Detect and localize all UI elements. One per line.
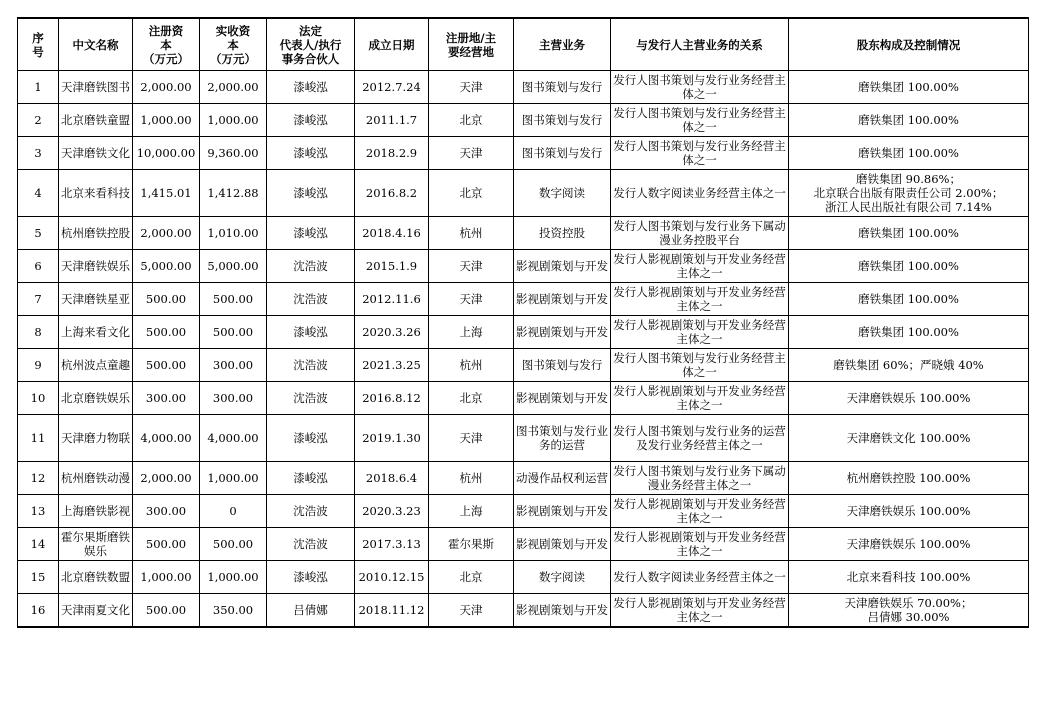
establish-date: 2018.11.12 — [355, 594, 429, 628]
registered-capital: 500.00 — [133, 528, 200, 561]
company-name: 霍尔果斯磨铁娱乐 — [59, 528, 133, 561]
table-row — [18, 71, 1029, 104]
table-row — [18, 382, 1029, 415]
establish-date: 2020.3.23 — [355, 495, 429, 528]
registered-capital: 500.00 — [133, 349, 200, 382]
shareholder-structure: 磨铁集团 100.00% — [789, 283, 1029, 316]
paid-in-capital: 300.00 — [200, 382, 267, 415]
establish-date: 2019.1.30 — [355, 415, 429, 462]
shareholder-structure: 天津磨铁娱乐 100.00% — [789, 495, 1029, 528]
relation-to-issuer: 发行人数字阅读业务经营主体之一 — [611, 561, 789, 594]
establish-date: 2017.3.13 — [355, 528, 429, 561]
main-business: 数字阅读 — [514, 561, 611, 594]
table-row — [18, 283, 1029, 316]
company-name: 上海磨铁影视 — [59, 495, 133, 528]
paid-in-capital: 1,412.88 — [200, 170, 267, 217]
row-number: 1 — [18, 71, 59, 104]
shareholder-structure: 磨铁集团 100.00% — [789, 217, 1029, 250]
relation-to-issuer: 发行人图书策划与发行业务经营主体之一 — [611, 104, 789, 137]
table-body — [18, 71, 1029, 628]
establish-date: 2016.8.2 — [355, 170, 429, 217]
legal-representative: 漆峻泓 — [267, 462, 355, 495]
establish-date: 2012.11.6 — [355, 283, 429, 316]
legal-representative: 沈浩波 — [267, 283, 355, 316]
location: 北京 — [429, 170, 514, 217]
company-name: 杭州磨铁动漫 — [59, 462, 133, 495]
relation-to-issuer: 发行人数字阅读业务经营主体之一 — [611, 170, 789, 217]
company-name: 杭州波点童趣 — [59, 349, 133, 382]
main-business: 投资控股 — [514, 217, 611, 250]
paid-in-capital: 1,000.00 — [200, 561, 267, 594]
registered-capital: 2,000.00 — [133, 217, 200, 250]
location: 天津 — [429, 250, 514, 283]
row-number: 6 — [18, 250, 59, 283]
header-cell: 中文名称 — [59, 18, 133, 71]
location: 杭州 — [429, 217, 514, 250]
paid-in-capital: 500.00 — [200, 283, 267, 316]
shareholder-structure: 天津磨铁文化 100.00% — [789, 415, 1029, 462]
main-business: 影视剧策划与开发 — [514, 382, 611, 415]
legal-representative: 漆峻泓 — [267, 137, 355, 170]
main-business: 影视剧策划与开发 — [514, 528, 611, 561]
location: 天津 — [429, 415, 514, 462]
company-name: 杭州磨铁控股 — [59, 217, 133, 250]
header-cell: 股东构成及控制情况 — [789, 18, 1029, 71]
company-name: 天津磨力物联 — [59, 415, 133, 462]
relation-to-issuer: 发行人影视剧策划与开发业务经营主体之一 — [611, 528, 789, 561]
paid-in-capital: 500.00 — [200, 528, 267, 561]
header-cell: 法定 代表人/执行 事务合伙人 — [267, 18, 355, 71]
location: 杭州 — [429, 349, 514, 382]
shareholder-structure: 杭州磨铁控股 100.00% — [789, 462, 1029, 495]
relation-to-issuer: 发行人图书策划与发行业务经营主体之一 — [611, 349, 789, 382]
relation-to-issuer: 发行人图书策划与发行业务下属动漫业务控股平台 — [611, 217, 789, 250]
paid-in-capital: 500.00 — [200, 316, 267, 349]
relation-to-issuer: 发行人图书策划与发行业务下属动漫业务经营主体之一 — [611, 462, 789, 495]
relation-to-issuer: 发行人影视剧策划与开发业务经营主体之一 — [611, 594, 789, 628]
header-cell: 与发行人主营业务的关系 — [611, 18, 789, 71]
location: 天津 — [429, 71, 514, 104]
header-cell: 实收资 本 （万元） — [200, 18, 267, 71]
registered-capital: 10,000.00 — [133, 137, 200, 170]
location: 北京 — [429, 104, 514, 137]
table-row — [18, 495, 1029, 528]
main-business: 影视剧策划与开发 — [514, 495, 611, 528]
establish-date: 2011.1.7 — [355, 104, 429, 137]
legal-representative: 漆峻泓 — [267, 316, 355, 349]
location: 上海 — [429, 495, 514, 528]
location: 天津 — [429, 594, 514, 628]
paid-in-capital: 4,000.00 — [200, 415, 267, 462]
table-row — [18, 462, 1029, 495]
shareholder-structure: 磨铁集团 100.00% — [789, 250, 1029, 283]
registered-capital: 500.00 — [133, 316, 200, 349]
legal-representative: 沈浩波 — [267, 250, 355, 283]
company-name: 天津磨铁星亚 — [59, 283, 133, 316]
company-name: 北京磨铁娱乐 — [59, 382, 133, 415]
table-row — [18, 170, 1029, 217]
row-number: 8 — [18, 316, 59, 349]
subsidiaries-table — [17, 17, 1029, 628]
company-name: 天津磨铁娱乐 — [59, 250, 133, 283]
company-name: 天津雨夏文化 — [59, 594, 133, 628]
location: 天津 — [429, 283, 514, 316]
legal-representative: 漆峻泓 — [267, 561, 355, 594]
legal-representative: 漆峻泓 — [267, 170, 355, 217]
paid-in-capital: 2,000.00 — [200, 71, 267, 104]
row-number: 13 — [18, 495, 59, 528]
main-business: 图书策划与发行业务的运营 — [514, 415, 611, 462]
shareholder-structure: 天津磨铁娱乐 100.00% — [789, 528, 1029, 561]
main-business: 图书策划与发行 — [514, 104, 611, 137]
registered-capital: 2,000.00 — [133, 71, 200, 104]
row-number: 15 — [18, 561, 59, 594]
establish-date: 2016.8.12 — [355, 382, 429, 415]
shareholder-structure: 磨铁集团 100.00% — [789, 137, 1029, 170]
relation-to-issuer: 发行人图书策划与发行业务的运营及发行业务经营主体之一 — [611, 415, 789, 462]
paid-in-capital: 300.00 — [200, 349, 267, 382]
relation-to-issuer: 发行人影视剧策划与开发业务经营主体之一 — [611, 495, 789, 528]
shareholder-structure: 天津磨铁娱乐 70.00%； 吕倩娜 30.00% — [789, 594, 1029, 628]
paid-in-capital: 1,000.00 — [200, 104, 267, 137]
establish-date: 2012.7.24 — [355, 71, 429, 104]
row-number: 10 — [18, 382, 59, 415]
relation-to-issuer: 发行人图书策划与发行业务经营主体之一 — [611, 137, 789, 170]
relation-to-issuer: 发行人图书策划与发行业务经营主体之一 — [611, 71, 789, 104]
table-row — [18, 561, 1029, 594]
company-name: 北京磨铁数盟 — [59, 561, 133, 594]
header-cell: 序 号 — [18, 18, 59, 71]
establish-date: 2015.1.9 — [355, 250, 429, 283]
header-cell: 成立日期 — [355, 18, 429, 71]
company-name: 北京磨铁童盟 — [59, 104, 133, 137]
main-business: 动漫作品权利运营 — [514, 462, 611, 495]
establish-date: 2020.3.26 — [355, 316, 429, 349]
registered-capital: 1,415.01 — [133, 170, 200, 217]
legal-representative: 沈浩波 — [267, 495, 355, 528]
main-business: 数字阅读 — [514, 170, 611, 217]
row-number: 7 — [18, 283, 59, 316]
paid-in-capital: 5,000.00 — [200, 250, 267, 283]
row-number: 5 — [18, 217, 59, 250]
location: 天津 — [429, 137, 514, 170]
legal-representative: 漆峻泓 — [267, 217, 355, 250]
registered-capital: 1,000.00 — [133, 104, 200, 137]
registered-capital: 1,000.00 — [133, 561, 200, 594]
table-row — [18, 316, 1029, 349]
main-business: 影视剧策划与开发 — [514, 594, 611, 628]
registered-capital: 500.00 — [133, 594, 200, 628]
table-row — [18, 137, 1029, 170]
paid-in-capital: 1,000.00 — [200, 462, 267, 495]
location: 上海 — [429, 316, 514, 349]
table-row — [18, 528, 1029, 561]
relation-to-issuer: 发行人影视剧策划与开发业务经营主体之一 — [611, 316, 789, 349]
legal-representative: 漆峻泓 — [267, 71, 355, 104]
location: 霍尔果斯 — [429, 528, 514, 561]
registered-capital: 4,000.00 — [133, 415, 200, 462]
shareholder-structure: 磨铁集团 90.86%； 北京联合出版有限责任公司 2.00%； 浙江人民出版社有限公司 7.14% — [789, 170, 1029, 217]
registered-capital: 300.00 — [133, 382, 200, 415]
legal-representative: 沈浩波 — [267, 349, 355, 382]
row-number: 4 — [18, 170, 59, 217]
header-cell: 注册资 本 （万元） — [133, 18, 200, 71]
registered-capital: 2,000.00 — [133, 462, 200, 495]
main-business: 图书策划与发行 — [514, 137, 611, 170]
location: 北京 — [429, 382, 514, 415]
establish-date: 2021.3.25 — [355, 349, 429, 382]
row-number: 11 — [18, 415, 59, 462]
row-number: 2 — [18, 104, 59, 137]
legal-representative: 漆峻泓 — [267, 415, 355, 462]
legal-representative: 漆峻泓 — [267, 104, 355, 137]
registered-capital: 5,000.00 — [133, 250, 200, 283]
table-row — [18, 415, 1029, 462]
shareholder-structure: 天津磨铁娱乐 100.00% — [789, 382, 1029, 415]
company-name: 北京来看科技 — [59, 170, 133, 217]
shareholder-structure: 磨铁集团 100.00% — [789, 104, 1029, 137]
table-row — [18, 594, 1029, 628]
main-business: 影视剧策划与开发 — [514, 250, 611, 283]
row-number: 3 — [18, 137, 59, 170]
registered-capital: 500.00 — [133, 283, 200, 316]
shareholder-structure: 磨铁集团 100.00% — [789, 316, 1029, 349]
table-row — [18, 250, 1029, 283]
main-business: 图书策划与发行 — [514, 349, 611, 382]
legal-representative: 沈浩波 — [267, 382, 355, 415]
row-number: 14 — [18, 528, 59, 561]
legal-representative: 沈浩波 — [267, 528, 355, 561]
main-business: 影视剧策划与开发 — [514, 283, 611, 316]
establish-date: 2018.4.16 — [355, 217, 429, 250]
main-business: 图书策划与发行 — [514, 71, 611, 104]
company-name: 天津磨铁文化 — [59, 137, 133, 170]
company-name: 天津磨铁图书 — [59, 71, 133, 104]
header-cell: 主营业务 — [514, 18, 611, 71]
paid-in-capital: 0 — [200, 495, 267, 528]
registered-capital: 300.00 — [133, 495, 200, 528]
relation-to-issuer: 发行人影视剧策划与开发业务经营主体之一 — [611, 382, 789, 415]
paid-in-capital: 1,010.00 — [200, 217, 267, 250]
company-name: 上海来看文化 — [59, 316, 133, 349]
main-business: 影视剧策划与开发 — [514, 316, 611, 349]
row-number: 9 — [18, 349, 59, 382]
shareholder-structure: 磨铁集团 100.00% — [789, 71, 1029, 104]
relation-to-issuer: 发行人影视剧策划与开发业务经营主体之一 — [611, 283, 789, 316]
establish-date: 2018.6.4 — [355, 462, 429, 495]
row-number: 16 — [18, 594, 59, 628]
legal-representative: 吕倩娜 — [267, 594, 355, 628]
relation-to-issuer: 发行人影视剧策划与开发业务经营主体之一 — [611, 250, 789, 283]
table-row — [18, 349, 1029, 382]
table-header-row — [18, 18, 1029, 71]
table-row — [18, 104, 1029, 137]
shareholder-structure: 磨铁集团 60%；严晓娥 40% — [789, 349, 1029, 382]
location: 杭州 — [429, 462, 514, 495]
subsidiaries-table-container — [17, 17, 1028, 628]
paid-in-capital: 350.00 — [200, 594, 267, 628]
shareholder-structure: 北京来看科技 100.00% — [789, 561, 1029, 594]
row-number: 12 — [18, 462, 59, 495]
establish-date: 2010.12.15 — [355, 561, 429, 594]
header-cell: 注册地/主 要经营地 — [429, 18, 514, 71]
location: 北京 — [429, 561, 514, 594]
establish-date: 2018.2.9 — [355, 137, 429, 170]
paid-in-capital: 9,360.00 — [200, 137, 267, 170]
table-row — [18, 217, 1029, 250]
